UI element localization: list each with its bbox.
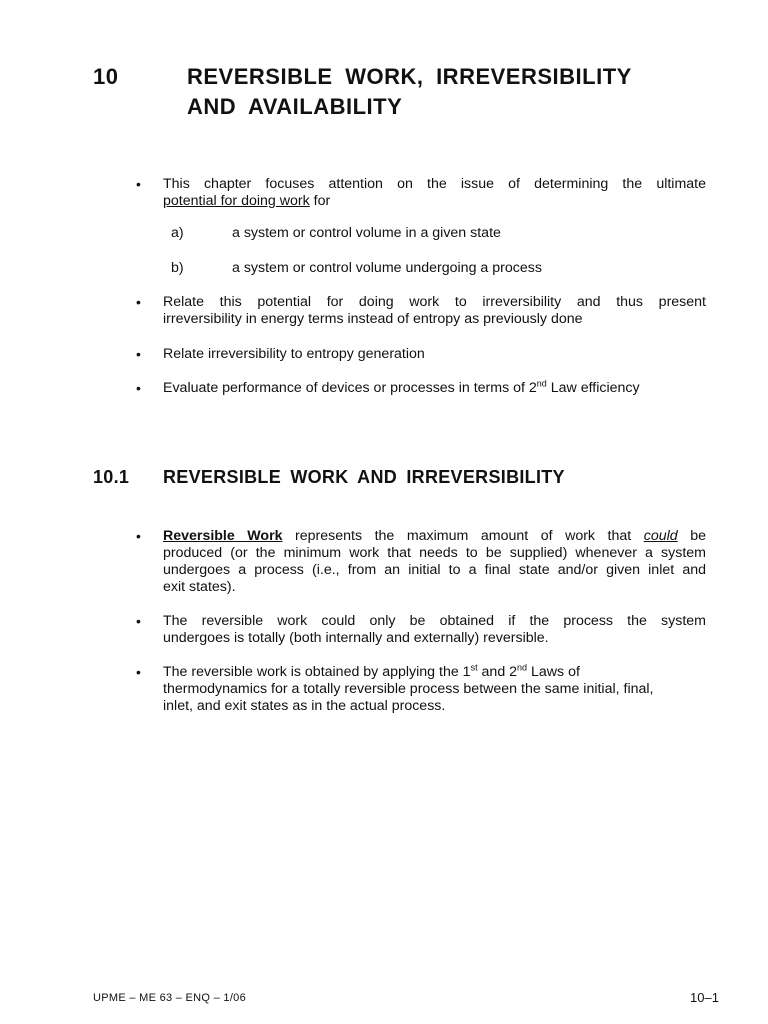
section-bullet-3-sup1: st: [470, 662, 478, 673]
section-title: REVERSIBLE WORK AND IRREVERSIBILITY: [163, 467, 565, 487]
intro-bullet-2-line1: Relate this potential for doing work to irreversibility and thus present: [163, 294, 706, 310]
section-bullet-1-b: be: [677, 528, 706, 544]
section-bullet-3-pre: The reversible work is obtained by applying the 1: [163, 664, 471, 680]
bullet-marker: •: [136, 664, 141, 680]
section-bullet-3-mid: and 2: [477, 664, 518, 680]
sub-item-a-label: a): [171, 225, 184, 241]
section-bullet-3-line3: inlet, and exit states as in the actual process.: [163, 698, 446, 714]
chapter-title: [187, 62, 727, 122]
sub-item-a-text: a system or control volume in a given state: [232, 225, 501, 241]
intro-bullet-2-line2: irreversibility in energy terms instead of entropy as previously done: [163, 311, 583, 327]
section-bullet-1-line2: produced (or the minimum work that needs to be supplied) whenever a system: [163, 545, 706, 561]
section-bullet-2-line2: undergoes is totally (both internally and externally) reversible.: [163, 630, 549, 646]
intro-bullet-1-tail: for: [309, 193, 331, 209]
intro-bullet-3-text: Relate irreversibility to entropy generation: [163, 346, 425, 362]
sub-item-b-text: a system or control volume undergoing a process: [232, 260, 542, 276]
sub-item-b-label: b): [171, 260, 184, 276]
bullet-marker: •: [136, 346, 141, 362]
section-bullet-2-line1: The reversible work could only be obtained if the process the system: [163, 613, 706, 629]
section-bullet-1-line1: [163, 528, 706, 545]
potential-underlined: potential for doing work: [163, 193, 310, 209]
intro-bullet-4-text: [163, 380, 706, 397]
intro-bullet-1-line2: [163, 193, 706, 210]
reversible-work-term: Reversible Work: [163, 528, 283, 544]
intro-bullet-4-sup: nd: [536, 378, 547, 389]
intro-bullet-4-post: Law efficiency: [546, 380, 640, 396]
chapter-number: 10: [93, 64, 119, 89]
footer-page-number: 10–1: [690, 990, 719, 1005]
section-bullet-3-line1: [163, 664, 706, 681]
intro-bullet-4-pre: Evaluate performance of devices or processes in terms of 2: [163, 380, 537, 396]
bullet-marker: •: [136, 613, 141, 629]
footer-course-code: UPME – ME 63 – ENQ – 1/06: [93, 992, 247, 1004]
bullet-marker: •: [136, 176, 141, 192]
section-bullet-3-sup2: nd: [517, 662, 528, 673]
section-bullet-3-post: Laws of: [527, 664, 580, 680]
chapter-title-line2: AND AVAILABILITY: [187, 94, 403, 119]
bullet-marker: •: [136, 528, 141, 544]
section-bullet-3-line2: thermodynamics for a totally reversible process between the same initial, final,: [163, 681, 654, 697]
bullet-marker: •: [136, 294, 141, 310]
intro-bullet-1-line1: This chapter focuses attention on the issue of determining the ultimate: [163, 176, 706, 192]
section-number: 10.1: [93, 467, 130, 487]
section-bullet-1-line3: undergoes a process (i.e., from an initial to a final state and/or given inlet and: [163, 562, 706, 578]
bullet-marker: •: [136, 380, 141, 396]
section-bullet-1-a: represents the maximum amount of work that: [282, 528, 644, 544]
section-bullet-1-line4: exit states).: [163, 579, 236, 595]
chapter-title-line1: REVERSIBLE WORK, IRREVERSIBILITY: [187, 64, 632, 89]
could-emphasis: could: [643, 528, 678, 544]
